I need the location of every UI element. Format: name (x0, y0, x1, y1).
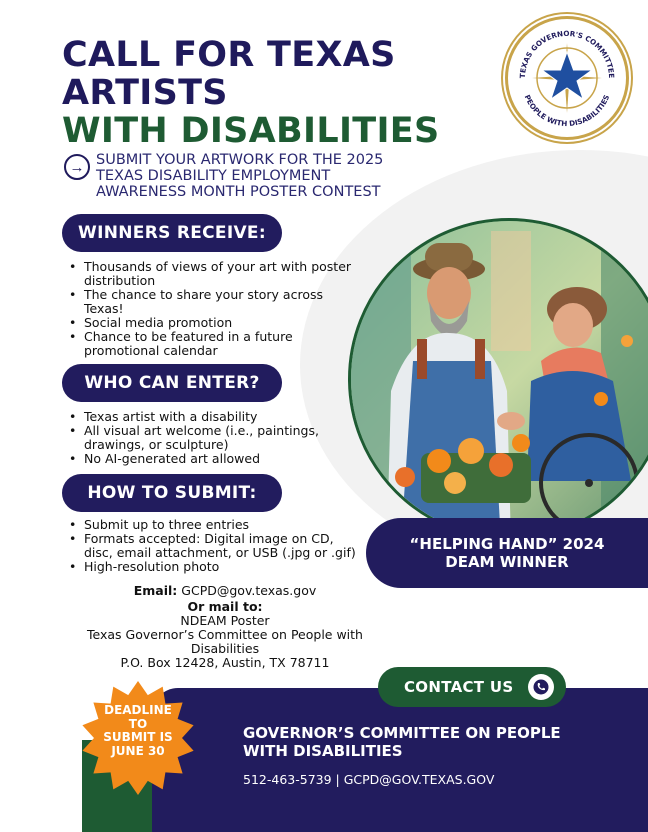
email-line (60, 584, 390, 598)
submission-list (66, 518, 366, 574)
seal-text-bottom: PEOPLE WITH DISABILITIES (522, 93, 612, 129)
headline-line-2: ARTISTS (62, 73, 228, 113)
mail-address-line-2: Texas Governor’s Committee on People with Disabilities (87, 627, 363, 656)
list-item: • All visual art welcome (i.e., paintings, drawings, or sculpture) (66, 424, 336, 452)
winners-heading: WINNERS RECEIVE: (62, 214, 282, 252)
page-headline (62, 36, 440, 150)
submission-contact-info (60, 584, 390, 670)
footer-org-line-1: GOVERNOR’S COMMITTEE ON PEOPLE (243, 724, 561, 742)
subheading-line-3: AWARENESS MONTH POSTER CONTEST (96, 184, 381, 200)
mail-address-line-1: NDEAM Poster (180, 613, 270, 628)
list-item: • Texas artist with a disability (66, 410, 336, 424)
deadline-line-4: JUNE 30 (111, 743, 165, 758)
arrow-right-circle-icon: → (64, 154, 90, 180)
headline-line-1: CALL FOR TEXAS (62, 35, 396, 75)
list-item: • Chance to be featured in a future promotional calendar (66, 330, 356, 358)
contact-us-button[interactable] (378, 667, 566, 707)
list-item: • Thousands of views of your art with poster distribution (66, 260, 356, 288)
winners-list (66, 260, 356, 358)
seal-graphic (508, 19, 626, 137)
email-label: Email: (133, 583, 178, 598)
mail-address-line-3: P.O. Box 12428, Austin, TX 78711 (120, 655, 330, 670)
contact-us-label: CONTACT US (404, 678, 514, 696)
mail-label: Or mail to: (187, 599, 263, 614)
list-item: • No AI-generated art allowed (66, 452, 336, 466)
list-item: • The chance to share your story across Texas! (66, 288, 356, 316)
footer-org-title (243, 724, 623, 760)
email-value[interactable]: GCPD@gov.texas.gov (181, 583, 317, 598)
phone-icon (528, 674, 554, 700)
list-item: • Submit up to three entries (66, 518, 366, 532)
seal-text-top: TEXAS GOVERNOR'S COMMITTEE (517, 28, 617, 79)
deadline-line-1: DEADLINE (104, 703, 172, 717)
phone-glyph (533, 679, 549, 695)
deadline-badge (80, 704, 196, 758)
subheading (64, 152, 436, 200)
caption-line-1: “HELPING HAND” 2024 (409, 535, 605, 553)
subheading-line-1: SUBMIT YOUR ARTWORK FOR THE 2025 (96, 152, 384, 168)
footer-contact[interactable]: 512-463-5739 | GCPD@GOV.TEXAS.GOV (243, 772, 495, 787)
deadline-line-2: TO (128, 716, 148, 731)
deadline-line-3: SUBMIT IS (103, 730, 173, 744)
list-item: • Social media promotion (66, 316, 356, 330)
footer-org-line-2: WITH DISABILITIES (243, 742, 403, 760)
list-item: • Formats accepted: Digital image on CD, disc, email attachment, or USB (.jpg or .gif) (66, 532, 366, 560)
subheading-text (96, 152, 436, 200)
footer-band (152, 688, 648, 832)
submission-heading: HOW TO SUBMIT: (62, 474, 282, 512)
subheading-line-2: TEXAS DISABILITY EMPLOYMENT (96, 168, 331, 184)
headline-line-3: WITH DISABILITIES (62, 111, 440, 151)
list-item: • High-resolution photo (66, 560, 366, 574)
caption-line-2: DEAM WINNER (445, 553, 569, 571)
eligibility-list (66, 410, 336, 466)
painting-caption (366, 518, 648, 588)
committee-seal-logo (505, 16, 629, 140)
painting-illustration (351, 221, 648, 540)
eligibility-heading: WHO CAN ENTER? (62, 364, 282, 402)
